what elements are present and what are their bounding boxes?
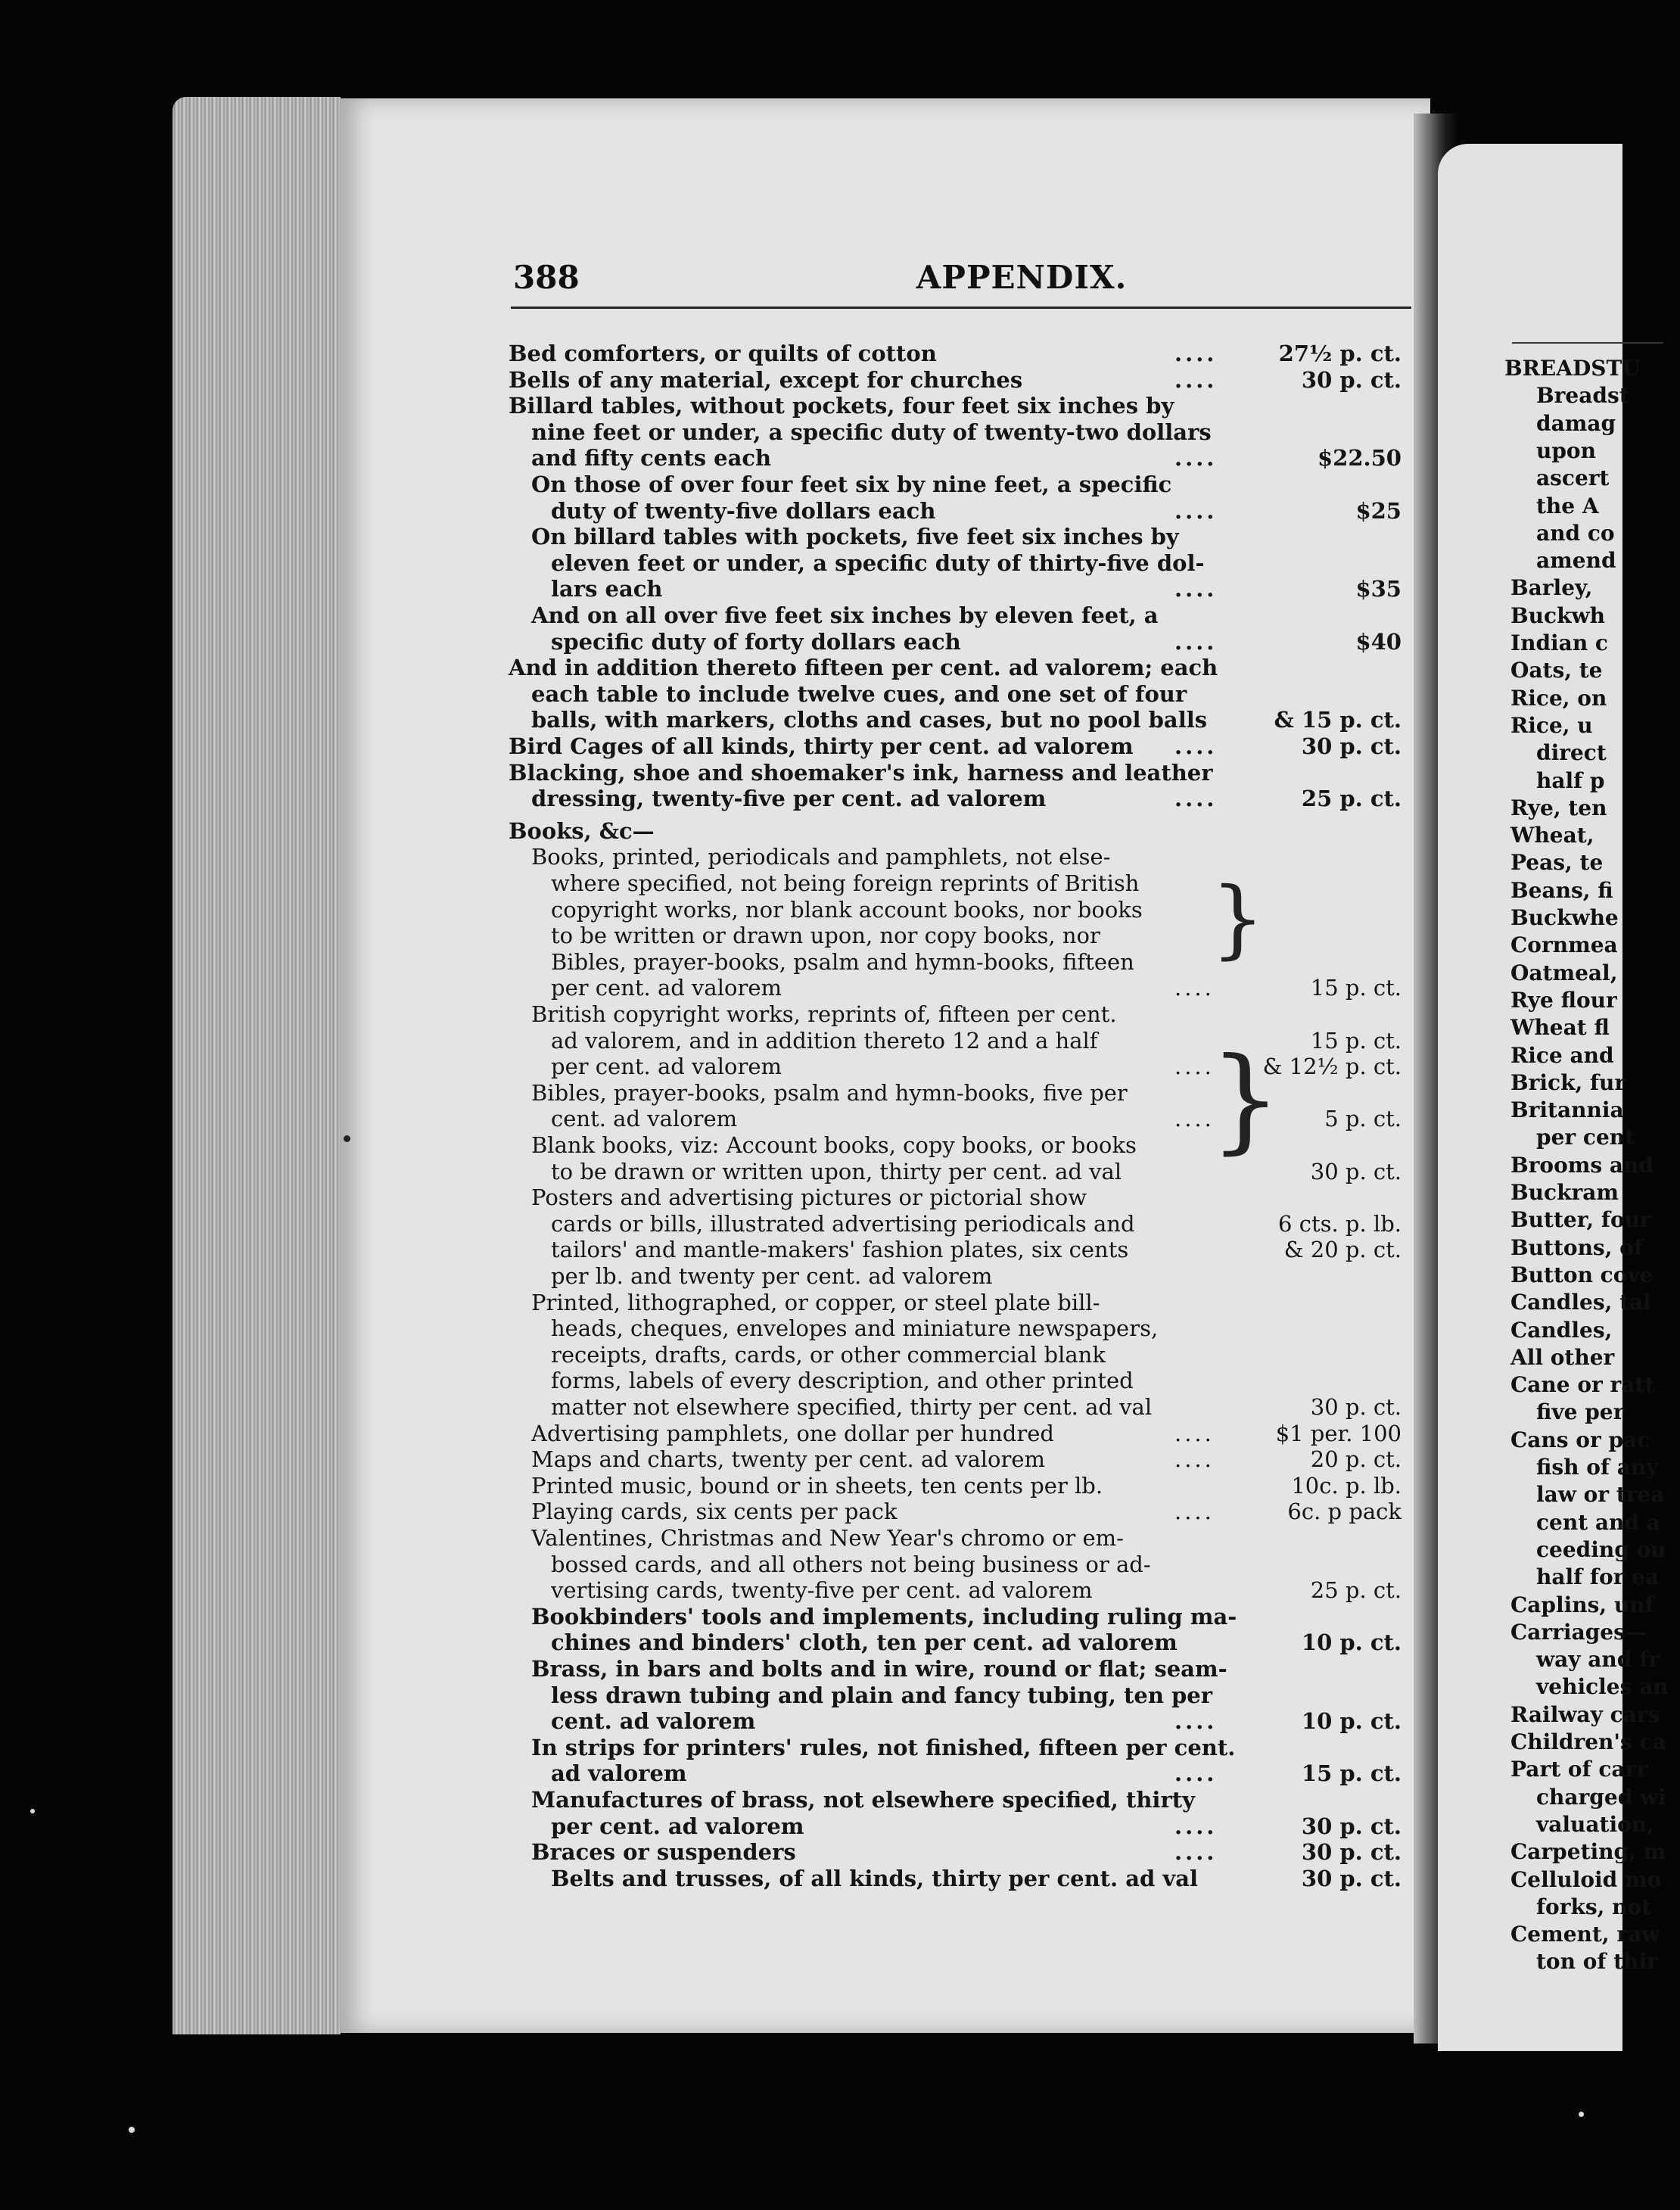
entry-text: eleven feet or under, a specific duty of thirty-five dol- (551, 549, 1205, 576)
facing-line: Breadst (1536, 383, 1629, 409)
leader-dots: .... (1174, 1106, 1215, 1132)
entry-line (509, 1760, 1432, 1786)
leader-dots: .... (1174, 786, 1218, 812)
entry-line (509, 576, 1432, 602)
leader-dots: .... (1174, 1760, 1218, 1787)
entry-line (509, 1787, 1432, 1813)
entry-text: Billard tables, without pockets, four feet six inches by (509, 393, 1174, 419)
facing-line: Celluloid mo (1510, 1866, 1662, 1892)
duty-rate: 27½ p. ct. (1278, 341, 1402, 366)
duty-rate: & 20 p. ct. (1283, 1237, 1402, 1263)
entry-text: matter not elsewhere specified, thirty per cent. ad val (551, 1394, 1153, 1420)
entry-text: Brass, in bars and bolts and in wire, round or flat; seam- (531, 1656, 1227, 1682)
entry-line (509, 1263, 1432, 1289)
facing-line: Carpeting, m (1510, 1839, 1666, 1865)
entry-text: to be drawn or written upon, thirty per cent. ad val (551, 1158, 1122, 1184)
facing-line: Cement, raw (1510, 1922, 1660, 1947)
entry-line (509, 870, 1432, 896)
entry-text: per cent. ad valorem (551, 1054, 782, 1080)
entry-text: Blacking, shoe and shoemaker's ink, harness and leather (509, 759, 1213, 786)
entry-text: Bibles, prayer-books, psalm and hymn-books, five per (531, 1079, 1128, 1106)
entry-text: per cent. ad valorem (551, 1813, 804, 1839)
duty-rate: 30 p. ct. (1301, 366, 1402, 393)
entry-line (509, 367, 1432, 393)
entry-text: Blank books, viz: Account books, copy books, or books (531, 1132, 1137, 1158)
facing-line: Rye flour (1510, 987, 1617, 1013)
leader-dots: .... (1174, 497, 1218, 524)
facing-line: Peas, te (1510, 850, 1604, 876)
duty-rate: 10 p. ct. (1301, 1629, 1402, 1656)
entry-line (509, 1080, 1432, 1106)
entry-text: ad valorem (551, 1760, 687, 1787)
leader-dots: .... (1174, 1839, 1218, 1866)
entry-text: Advertising pamphlets, one dollar per hundred (531, 1420, 1054, 1446)
entry-text: Manufactures of brass, not elsewhere specified, thirty (531, 1787, 1195, 1813)
entry-text: Books, printed, periodicals and pamphlets, not else- (531, 844, 1111, 870)
leader-dots: .... (1174, 1054, 1215, 1080)
facing-line: Brooms and (1510, 1152, 1654, 1178)
entry-text: Books, &c— (509, 817, 655, 844)
entry-text: Valentines, Christmas and New Year's chromo or em- (531, 1525, 1124, 1551)
facing-line: Railway cars (1510, 1701, 1660, 1727)
entry-line (509, 1421, 1432, 1446)
facing-line: forks, not (1536, 1894, 1652, 1919)
entry-line (509, 1054, 1432, 1079)
entry-line (509, 472, 1432, 497)
entry-text: balls, with markers, cloths and cases, but no pool balls (531, 707, 1208, 733)
entry-line (509, 844, 1432, 870)
leader-dots: .... (1174, 628, 1218, 655)
entry-text: Bells of any material, except for churches (509, 366, 1023, 393)
entry-text: Playing cards, six cents per pack (531, 1499, 898, 1525)
duty-rate: 30 p. ct. (1301, 733, 1402, 759)
leader-dots: .... (1174, 341, 1218, 366)
entry-text: nine feet or under, a specific duty of twenty-two dollars (531, 419, 1212, 445)
entry-text: duty of twenty-five dollars each (551, 497, 936, 524)
facing-line: Rice, on (1510, 685, 1607, 711)
leader-dots: .... (1174, 1813, 1218, 1839)
brace-british-copyright: } (1211, 870, 1265, 968)
scan-speck (129, 2127, 135, 2133)
facing-header-rule (1512, 342, 1663, 344)
facing-line: Britannia (1510, 1097, 1624, 1123)
entry-text: Belts and trusses, of all kinds, thirty per cent. ad val (551, 1865, 1199, 1891)
entry-line (509, 524, 1432, 549)
entry-line (509, 1394, 1432, 1420)
duty-rate: $25 (1355, 497, 1402, 524)
entry-line (509, 897, 1432, 923)
entry-line (509, 1315, 1432, 1341)
facing-line: Butter, four (1510, 1207, 1651, 1233)
entry-line (509, 393, 1432, 419)
entry-text: On those of over four feet six by nine feet, a specific (531, 472, 1172, 497)
facing-line: Buttons, of (1510, 1234, 1643, 1260)
facing-line: amend (1536, 548, 1616, 574)
leader-dots: .... (1174, 733, 1218, 759)
entry-text: Bird Cages of all kinds, thirty per cent. ad valorem (509, 733, 1134, 759)
facing-line: law or trea (1536, 1482, 1665, 1508)
entry-line (509, 629, 1432, 655)
entry-line (509, 445, 1432, 471)
leader-dots: .... (1174, 576, 1218, 602)
entry-text: forms, labels of every description, and other printed (551, 1368, 1134, 1394)
entry-text: Posters and advertising pictures or pictorial show (531, 1184, 1087, 1211)
entry-text: cent. ad valorem (551, 1106, 738, 1132)
duty-rate: 6 cts. p. lb. (1278, 1210, 1402, 1237)
entry-line (509, 818, 1432, 844)
entry-text: each table to include twelve cues, and one set of four (531, 680, 1187, 707)
duty-rate: 25 p. ct. (1310, 1577, 1402, 1604)
entry-line (509, 341, 1432, 366)
leader-dots: .... (1174, 445, 1218, 472)
entry-line (509, 1159, 1432, 1184)
entry-line (509, 760, 1432, 786)
facing-line: damag (1536, 410, 1616, 436)
book-page (341, 98, 1430, 2033)
facing-line: Candles, tal (1510, 1290, 1651, 1315)
facing-line: Carriages— (1510, 1619, 1647, 1645)
entry-line (509, 419, 1432, 445)
duty-rate: 30 p. ct. (1301, 1839, 1402, 1866)
facing-line: way and fr (1536, 1647, 1660, 1673)
duty-rate: 15 p. ct. (1310, 975, 1402, 1001)
entry-line (509, 707, 1432, 733)
duty-rate: $40 (1355, 628, 1402, 655)
duty-rate: 30 p. ct. (1310, 1394, 1402, 1420)
entry-text: to be written or drawn upon, nor copy books, nor (551, 923, 1100, 949)
entry-line (509, 1577, 1432, 1603)
facing-line: vehicles an (1536, 1674, 1669, 1700)
entry-text: copyright works, nor blank account books, nor books (551, 896, 1143, 923)
duty-rate: $35 (1355, 576, 1402, 602)
facing-line: ceeding ou (1536, 1536, 1666, 1562)
facing-line: the A (1536, 493, 1599, 518)
brace-posters: } (1209, 1034, 1282, 1166)
entry-text: And on all over five feet six inches by eleven feet, a (531, 602, 1159, 628)
facing-line: Wheat, (1510, 823, 1594, 848)
duty-rate: 10c. p. lb. (1291, 1472, 1402, 1499)
entry-line (509, 655, 1432, 680)
entry-line (509, 1001, 1432, 1027)
entry-text: In strips for printers' rules, not finished, fifteen per cent. (531, 1734, 1236, 1760)
entry-text: vertising cards, twenty-five per cent. ad valorem (551, 1577, 1093, 1604)
entry-text: Bibles, prayer-books, psalm and hymn-books, fifteen (551, 948, 1134, 975)
entry-text: less drawn tubing and plain and fancy tubing, ten per (551, 1682, 1213, 1708)
duty-rate: 15 p. ct. (1301, 1760, 1402, 1787)
facing-line: Wheat fl (1510, 1015, 1610, 1041)
leader-dots: .... (1174, 1420, 1215, 1446)
facing-line: five per (1536, 1399, 1625, 1425)
facing-line: Barley, (1510, 575, 1593, 601)
entry-line (509, 1813, 1432, 1839)
facing-line: Buckwhe (1510, 905, 1619, 930)
entry-line (509, 1499, 1432, 1524)
entry-line (509, 923, 1432, 948)
entry-line (509, 1237, 1432, 1262)
duty-rate: 6c. p pack (1287, 1499, 1402, 1525)
entry-text: dressing, twenty-five per cent. ad valorem (531, 786, 1047, 812)
entry-line (509, 498, 1432, 524)
entry-line (509, 1184, 1432, 1210)
entry-line (509, 1132, 1432, 1158)
entry-text: Printed music, bound or in sheets, ten cents per lb. (531, 1472, 1103, 1499)
entry-text: lars each (551, 576, 663, 602)
facing-line: Children's ca (1510, 1729, 1666, 1754)
facing-line: valuation, (1536, 1811, 1654, 1837)
facing-line: Buckram (1510, 1180, 1619, 1205)
duty-rate: 30 p. ct. (1301, 1865, 1402, 1891)
facing-line: ton of thir (1536, 1949, 1658, 1975)
facing-line: Indian c (1510, 630, 1608, 655)
entry-text: cent. ad valorem (551, 1708, 756, 1735)
entry-text: heads, cheques, envelopes and miniature newspapers, (551, 1315, 1159, 1342)
entry-text: Bed comforters, or quilts of cotton (509, 341, 937, 366)
page-number: 388 (513, 259, 580, 296)
entry-text: Printed, lithographed, or copper, or steel plate bill- (531, 1289, 1100, 1315)
entry-line (509, 1446, 1432, 1472)
duty-rate: 30 p. ct. (1310, 1158, 1402, 1184)
facing-line: Cane or ratt (1510, 1372, 1655, 1398)
entry-line (509, 1211, 1432, 1237)
entry-line (509, 1839, 1432, 1865)
facing-line: and co (1536, 520, 1615, 546)
leader-dots: .... (1174, 1499, 1215, 1525)
entry-text: bossed cards, and all others not being business or ad- (551, 1551, 1151, 1577)
facing-line: Rice, u (1510, 712, 1593, 738)
duty-rate: 25 p. ct. (1301, 786, 1402, 812)
facing-line: upon (1536, 437, 1596, 463)
facing-line: half for ea (1536, 1564, 1660, 1590)
leader-dots: .... (1174, 366, 1218, 393)
duty-rate: & 15 p. ct. (1274, 707, 1402, 733)
facing-page (1438, 144, 1669, 2051)
facing-line: Oatmeal, (1510, 960, 1618, 985)
facing-line: Caplins, unf (1510, 1592, 1654, 1617)
leader-dots: .... (1174, 1446, 1215, 1473)
entry-text: chines and binders' cloth, ten per cent. ad valorem (551, 1629, 1178, 1656)
entry-text: Maps and charts, twenty per cent. ad valorem (531, 1446, 1045, 1473)
duty-rate: 30 p. ct. (1301, 1813, 1402, 1839)
scan-speck (1579, 2112, 1584, 2117)
entry-line (509, 1028, 1432, 1054)
facing-line: ascert (1536, 465, 1610, 491)
entry-text: receipts, drafts, cards, or other commercial blank (551, 1341, 1106, 1368)
facing-line: Buckwh (1510, 602, 1605, 628)
entry-line (509, 1106, 1432, 1131)
entry-line (509, 1604, 1432, 1629)
duty-rate: 15 p. ct. (1310, 1027, 1402, 1054)
entry-text: Bookbinders' tools and implements, including ruling ma- (531, 1603, 1237, 1629)
facing-line: Rice and (1510, 1042, 1614, 1068)
header-rule (511, 307, 1411, 309)
facing-line: Candles, (1510, 1317, 1613, 1343)
facing-line: Cans or pac (1510, 1427, 1650, 1452)
entry-line (509, 1342, 1432, 1368)
entry-text: and fifty cents each (531, 445, 772, 472)
entry-line (509, 1866, 1432, 1891)
facing-line: fish of any (1536, 1455, 1659, 1480)
entry-line (509, 1552, 1432, 1577)
entry-text: British copyright works, reprints of, fifteen per cent. (531, 1001, 1117, 1027)
leader-dots: .... (1174, 975, 1215, 1001)
facing-line: BREADSTU (1504, 356, 1641, 381)
facing-line: cent and a (1536, 1509, 1660, 1535)
running-head: APPENDIX. (916, 259, 1128, 296)
entry-text: On billard tables with pockets, five feet six inches by (531, 524, 1179, 550)
entry-line (509, 1473, 1432, 1499)
facing-line: All other (1510, 1344, 1615, 1370)
entry-text: per cent. ad valorem (551, 975, 782, 1001)
entry-text: Braces or suspenders (531, 1839, 796, 1866)
entry-text: specific duty of forty dollars each (551, 628, 961, 655)
entry-line (509, 1368, 1432, 1393)
book-fore-edge (173, 97, 341, 2034)
duty-rate: & 12½ p. ct. (1262, 1054, 1402, 1080)
entry-text: And in addition thereto fifteen per cent. ad valorem; each (509, 655, 1218, 681)
facing-line: Beans, fi (1510, 877, 1613, 903)
entry-line (509, 1525, 1432, 1551)
duty-rate: $22.50 (1318, 445, 1402, 472)
facing-line: direct (1536, 740, 1607, 766)
scan-speck (30, 1809, 35, 1813)
entry-line (509, 550, 1432, 576)
duty-rate: 10 p. ct. (1301, 1708, 1402, 1735)
facing-line: Button cove (1510, 1262, 1654, 1287)
entry-line (509, 1708, 1432, 1734)
entry-line (509, 733, 1432, 759)
entry-text: ad valorem, and in addition thereto 12 and a half (551, 1027, 1098, 1054)
entry-line (509, 1629, 1432, 1655)
facing-line: per cent (1536, 1125, 1635, 1150)
duty-rate: $1 per. 100 (1275, 1420, 1402, 1446)
entry-line (509, 949, 1432, 975)
entry-line (509, 1290, 1432, 1315)
entry-line (509, 1735, 1432, 1760)
facing-line: charged wi (1536, 1784, 1666, 1810)
duty-rate: 20 p. ct. (1310, 1446, 1402, 1473)
entry-text: where specified, not being foreign reprints of British (551, 870, 1140, 896)
entry-line (509, 786, 1432, 811)
entry-text: per lb. and twenty per cent. ad valorem (551, 1263, 993, 1289)
entry-text: cards or bills, illustrated advertising periodicals and (551, 1210, 1135, 1237)
facing-line: Rye, ten (1510, 795, 1607, 820)
facing-line: half p (1536, 767, 1605, 793)
entry-line (509, 1656, 1432, 1682)
entry-line (509, 681, 1432, 707)
facing-line: Part of carr (1510, 1757, 1648, 1782)
facing-line: Brick, fur (1510, 1069, 1626, 1095)
margin-dot (344, 1135, 350, 1142)
facing-line: Oats, te (1510, 658, 1603, 683)
facing-line: Cornmea (1510, 932, 1618, 958)
leader-dots: .... (1174, 1708, 1218, 1735)
entry-text: tailors' and mantle-makers' fashion plates, six cents (551, 1237, 1129, 1263)
duty-rate: 5 p. ct. (1324, 1106, 1402, 1132)
entry-line (509, 602, 1432, 628)
entry-line (509, 1682, 1432, 1708)
entry-line (509, 975, 1432, 1001)
